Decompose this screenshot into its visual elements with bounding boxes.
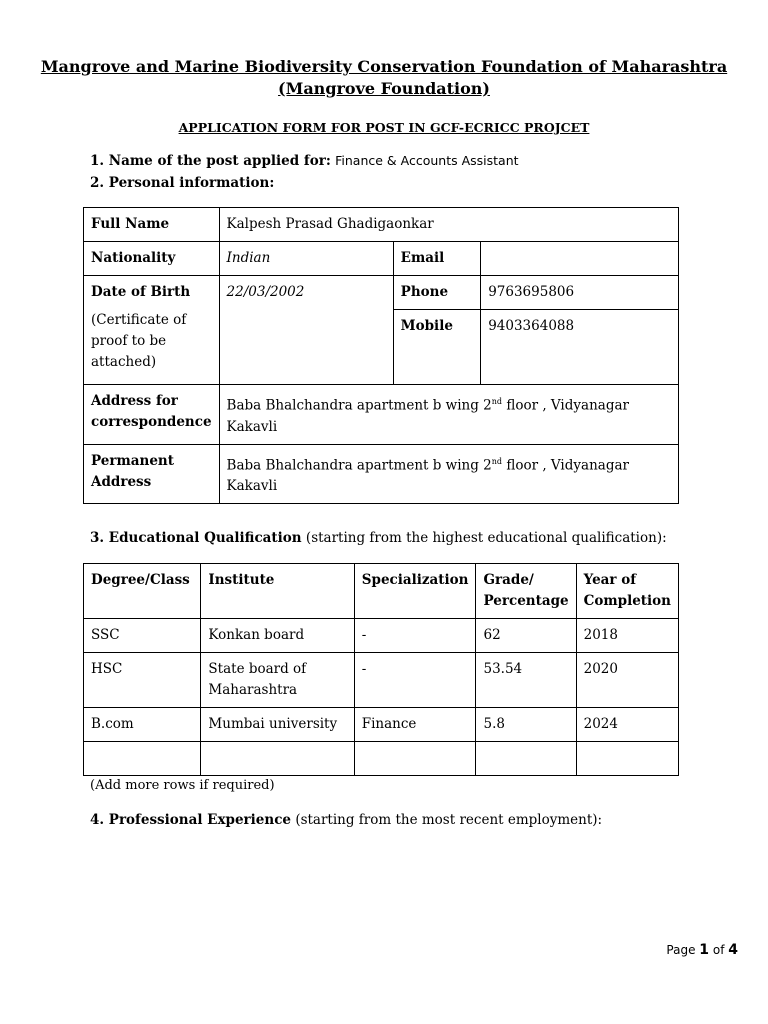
table-row xyxy=(84,444,679,504)
email-value xyxy=(481,242,679,276)
column-header: Year of Completion xyxy=(576,564,678,619)
table-cell xyxy=(201,742,354,776)
table-row xyxy=(84,385,679,445)
page-prefix: Page xyxy=(666,943,700,957)
table-row xyxy=(84,653,679,708)
table-cell: Konkan board xyxy=(201,619,354,653)
page-of: of xyxy=(709,943,729,957)
table-row xyxy=(84,242,679,276)
table-cell: Finance xyxy=(354,708,476,742)
table-cell: - xyxy=(354,619,476,653)
organization-short-name: (Mangrove Foundation) xyxy=(278,79,490,98)
experience-heading xyxy=(90,812,602,828)
table-cell xyxy=(476,742,576,776)
table-cell: 2024 xyxy=(576,708,678,742)
table-row xyxy=(84,742,679,776)
personal-info-label: 2. Personal information: xyxy=(90,175,275,191)
permanent-address-value xyxy=(219,444,678,504)
ordinal-suffix: nd xyxy=(491,397,503,406)
full-name-label: Full Name xyxy=(84,208,220,242)
table-row xyxy=(84,619,679,653)
mobile-label: Mobile xyxy=(393,310,481,385)
experience-label: 4. Professional Experience xyxy=(90,812,292,828)
table-cell xyxy=(354,742,476,776)
page-current: 1 xyxy=(699,942,710,958)
page-total: 4 xyxy=(728,942,738,958)
address-text: Baba Bhalchandra apartment b wing 2 xyxy=(226,457,492,473)
page-number xyxy=(666,942,738,958)
phone-label: Phone xyxy=(393,276,481,310)
table-cell: 2018 xyxy=(576,619,678,653)
nationality-value: Indian xyxy=(219,242,393,276)
nationality-label: Nationality xyxy=(84,242,220,276)
organization-name: Mangrove and Marine Biodiversity Conservation Foundation of Maharashtra xyxy=(40,57,728,76)
table-cell: 2020 xyxy=(576,653,678,708)
education-table xyxy=(83,563,679,776)
column-header: Grade/ Percentage xyxy=(476,564,576,619)
dob-label: Date of Birth xyxy=(84,276,220,310)
correspondence-address-label: Address for correspondence xyxy=(84,385,220,445)
table-cell xyxy=(84,742,201,776)
permanent-address-label: Permanent Address xyxy=(84,444,220,504)
table-row xyxy=(84,708,679,742)
education-heading xyxy=(90,530,667,546)
table-cell: HSC xyxy=(84,653,201,708)
add-rows-note: (Add more rows if required) xyxy=(90,778,275,793)
dob-value: 22/03/2002 xyxy=(219,276,393,385)
personal-info-heading xyxy=(90,175,274,191)
table-cell: 5.8 xyxy=(476,708,576,742)
address-text: floor , Vidyanagar Kakavli xyxy=(226,397,629,435)
address-text: floor , Vidyanagar Kakavli xyxy=(226,457,629,494)
experience-note: (starting from the most recent employment): xyxy=(295,812,603,828)
dob-certificate-note: (Certificate of proof to be attached) xyxy=(84,310,220,385)
table-row xyxy=(84,208,679,242)
table-cell: SSC xyxy=(84,619,201,653)
table-cell: - xyxy=(354,653,476,708)
table-cell: 62 xyxy=(476,619,576,653)
email-label: Email xyxy=(393,242,481,276)
table-cell xyxy=(576,742,678,776)
address-text: Baba Bhalchandra apartment b wing 2 xyxy=(226,397,492,414)
post-applied-value: Finance & Accounts Assistant xyxy=(335,153,519,168)
column-header: Degree/Class xyxy=(84,564,201,619)
table-cell: State board of Maharashtra xyxy=(201,653,354,708)
table-header-row xyxy=(84,564,679,619)
education-note: (starting from the highest educational qualification): xyxy=(305,530,667,546)
column-header: Institute xyxy=(201,564,354,619)
post-applied-line xyxy=(90,153,519,169)
phone-value: 9763695806 xyxy=(481,276,679,310)
mobile-value: 9403364088 xyxy=(481,310,679,385)
table-cell: Mumbai university xyxy=(201,708,354,742)
table-row xyxy=(84,276,679,310)
form-title: APPLICATION FORM FOR POST IN GCF-ECRICC PROJCET xyxy=(178,120,590,135)
personal-info-table xyxy=(83,207,679,504)
table-cell: 53.54 xyxy=(476,653,576,708)
full-name-value: Kalpesh Prasad Ghadigaonkar xyxy=(219,208,678,242)
ordinal-suffix: nd xyxy=(491,456,503,466)
column-header: Specialization xyxy=(354,564,476,619)
post-applied-label: 1. Name of the post applied for: xyxy=(90,153,331,169)
table-cell: B.com xyxy=(84,708,201,742)
correspondence-address-value xyxy=(219,385,678,445)
education-label: 3. Educational Qualification xyxy=(90,530,302,546)
